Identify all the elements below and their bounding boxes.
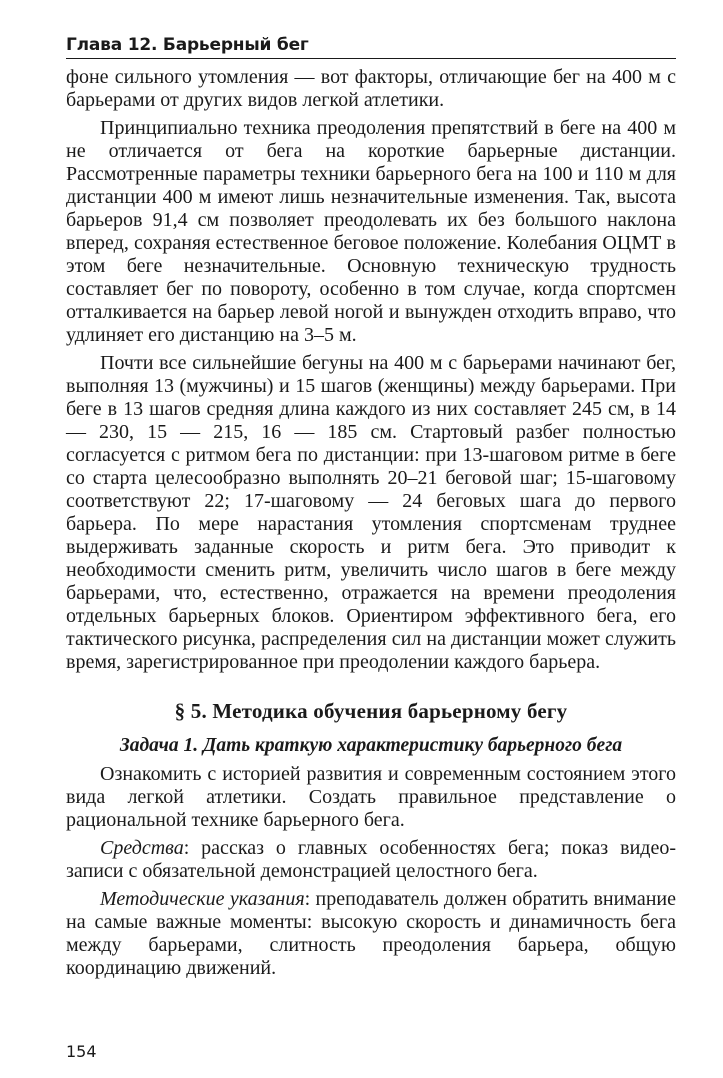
running-head: Глава 12. Барьерный бег xyxy=(66,34,676,59)
means-text: : рассказ о главных особенностях бега; показ видеозаписи с обязательной демонстрацией целостного бега. xyxy=(66,837,676,882)
guidelines-label: Методические указания xyxy=(100,888,305,910)
guidelines-text: : преподаватель должен обратить внимание на самые важные моменты: высокую скорость и динамичность бега между барьерами, слитность преодоления барьера, общую координацию движений. xyxy=(66,888,676,979)
task-guidelines xyxy=(66,888,676,980)
means-label: Средства xyxy=(100,837,184,859)
task-title: Задача 1. Дать краткую характеристику барьерного бега xyxy=(119,735,623,756)
paragraph-continuation: фоне сильного утомления — вот факторы, отличающие бег на 400 м с барьерами от других видов легкой атлетики. xyxy=(66,66,676,111)
task-intro: Ознакомить с историей развития и современным состоянием этого вида легкой атлетики. Создать правильное представление о рациональной технике барьерного бега. xyxy=(66,763,676,831)
body-text xyxy=(66,66,676,674)
task-body xyxy=(66,763,676,980)
task-means xyxy=(66,837,676,883)
paragraph-technique: Принципиально техника преодоления препятствий в беге на 400 м не отличается от бега на короткие барьерные дистанции. Рассмотренные параметры техники барьерного бега на 100 и 110 м для дистанции 400 м имеют лишь незначительные изменения. Так, высота барьеров 91,4 см позволяет преодолевать их без большого наклона вперед, сохраняя естественное беговое положение. Колебания ОЦМТ в этом беге незначительные. Основную техническую трудность составляет бег по повороту, особенно в том случае, когда спортсмен отталкивается на барьер левой ногой и вынужден отходить вправо, что удлиняет его дистанцию на 3–5 м. xyxy=(66,117,676,346)
section-title: § 5. Методика обучения барьерному бегу xyxy=(174,699,568,723)
book-page xyxy=(66,34,676,985)
page-number: 154 xyxy=(66,1042,97,1061)
paragraph-steps: Почти все сильнейшие бегуны на 400 м с барьерами начинают бег, выполняя 13 (мужчины) и 15 шагов (женщины) между барьерами. При беге в 13 шагов средняя длина каждого из них составляет 245 см, в 14 — 230, 15 — 215, 16 — 185 см. Стартовый разбег полностью согласуется с ритмом бега по дистанции: при 13-шаговом ритме в беге со старта целесообразно выполнять 20–21 беговой шаг; 15-шаговому соответствуют 22; 17-шаговому — 24 беговых шага до первого барьера. По мере нарастания утомления спортсменам труднее выдерживать заданные скорость и ритм бега. Это приводит к необходимости сменить ритм, увеличить число шагов в беге между барьерами, что, естественно, отражается на времени преодоления отдельных барьерных блоков. Ориентиром эффективного бега, его тактического рисунка, распределения сил на дистанции может служить время, зарегистрированное при преодолении каждого барьера. xyxy=(66,352,676,673)
